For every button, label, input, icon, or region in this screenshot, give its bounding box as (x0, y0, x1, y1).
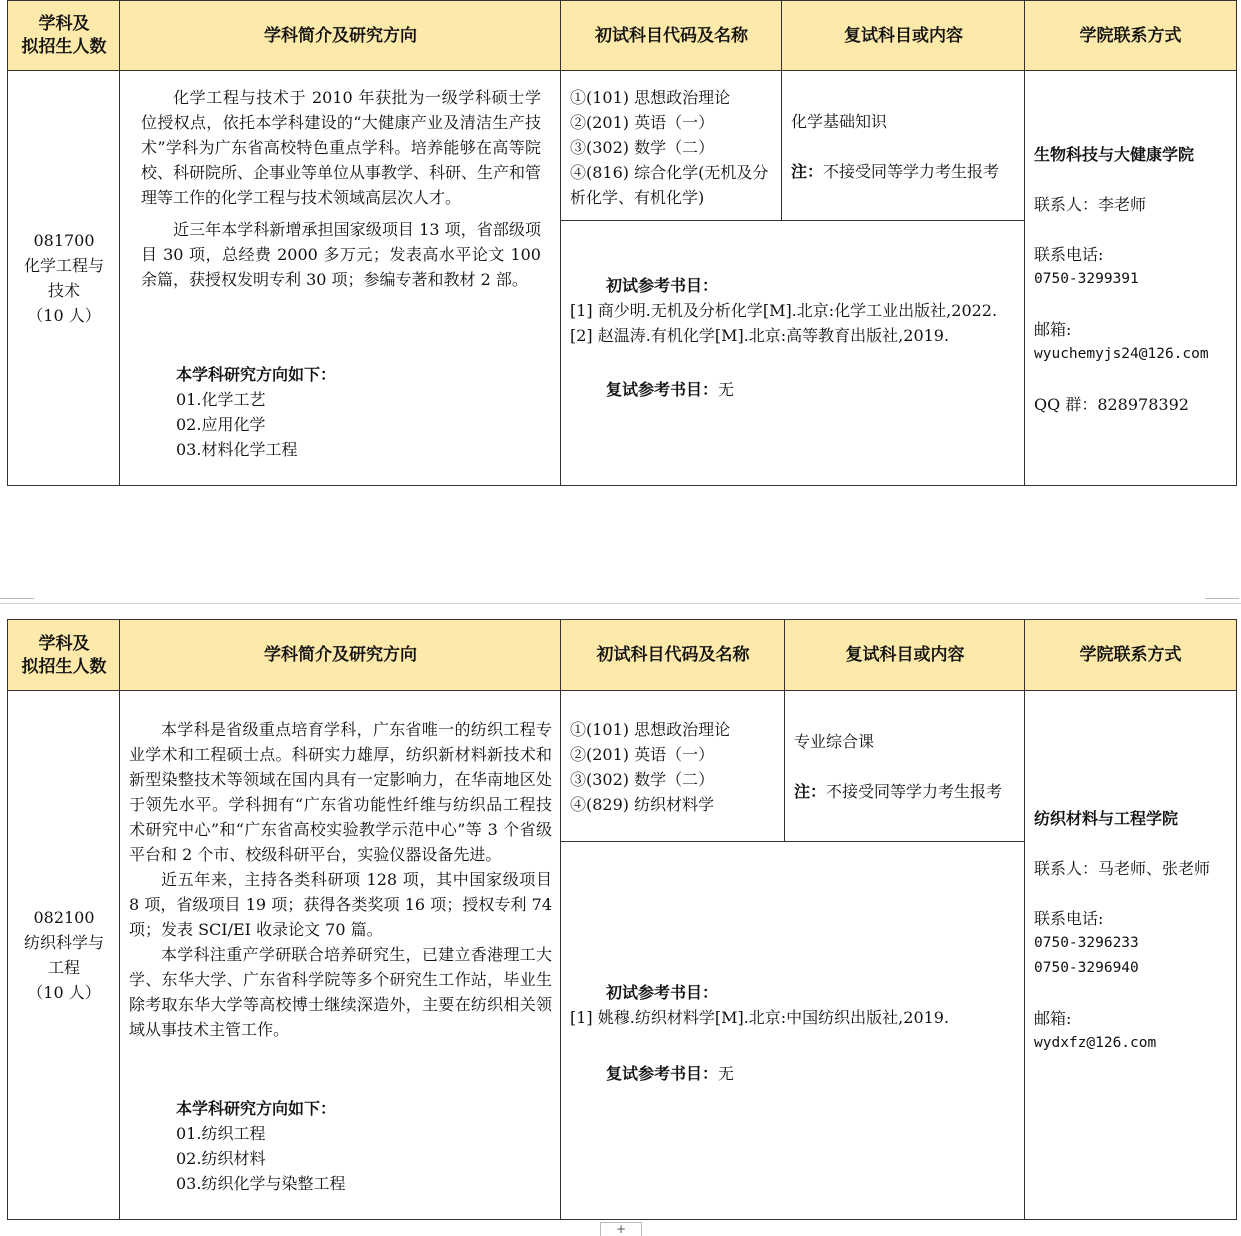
intro-paragraph: 近三年本学科新增承担国家级项目 13 项，省部级项目 30 项，总经费 2000 多万元；发表高水平论文 100 余篇，获授权发明专利 30 项；参编专著和教材 2 部。 (141, 220, 541, 289)
exam-item: ①(101) 思想政治理论 (570, 720, 731, 739)
exam-item: ②(201) 英语（一） (570, 113, 715, 132)
header-contact: 学院联系方式 (1025, 1, 1236, 71)
header-intro: 学科简介及研究方向 (120, 1, 561, 71)
page-corner-marker (0, 598, 34, 605)
retest-content: 化学基础知识 (791, 112, 888, 131)
intro-paragraph: 近五年来，主持各类科研项 128 项，其中国家级项目 8 项，省级项目 19 项；获得各类奖项 16 项；授权专利 74 项；发表 SCI/EI 收录论文 70 篇。 (129, 870, 552, 939)
retest-ref-label: 复试参考书目： (606, 380, 719, 399)
contact-person: 联系人：马老师、张老师 (1034, 859, 1211, 878)
subject-cell (8, 691, 120, 1219)
page-corner-marker (1205, 598, 1239, 605)
ref-title: 初试参考书目： (606, 276, 719, 295)
exam-item: ②(201) 英语（一） (570, 745, 715, 764)
program-table-textile-engineering (7, 619, 1237, 1220)
page-separator (0, 603, 1241, 604)
ref-title: 初试参考书目： (606, 983, 719, 1002)
email-address[interactable]: wydxfz@126.com (1034, 1035, 1157, 1051)
note-text: 不接受同等学力考生报考 (823, 162, 1000, 181)
directions-list (176, 1096, 536, 1196)
direction-item: 01.纺织工程 (176, 1124, 266, 1143)
subject-name-line2: 技术 (47, 281, 80, 300)
email-label: 邮箱: (1034, 320, 1072, 339)
header-exam: 初试科目代码及名称 (561, 1, 782, 71)
exam-item: ④(816) 综合化学(无机及分析化学、有机化学) (570, 163, 769, 207)
direction-item: 01.化学工艺 (176, 390, 266, 409)
intro-cell (141, 85, 541, 292)
directions-list (176, 362, 536, 462)
qq-group: QQ 群：828978392 (1034, 395, 1189, 414)
header-subject-quota (8, 1, 120, 71)
note-text: 不接受同等学力考生报考 (826, 782, 1003, 801)
phone-number: 0750-3296940 (1034, 960, 1139, 976)
ref-item: [2] 赵温涛.有机化学[M].北京:高等教育出版社,2019. (570, 326, 950, 345)
phone-label: 联系电话: (1034, 909, 1104, 928)
email-label: 邮箱: (1034, 1009, 1072, 1028)
retest-content: 专业综合课 (794, 732, 875, 751)
header-col1-line2: 拟招生人数 (21, 656, 107, 677)
directions-title: 本学科研究方向如下： (176, 365, 337, 384)
ref-item: [1] 姚穆.纺织材料学[M].北京:中国纺织出版社,2019. (570, 1008, 950, 1027)
subject-code: 082100 (33, 908, 95, 927)
header-col1-line1: 学科及 (38, 14, 90, 34)
add-row-button[interactable]: + (600, 1222, 642, 1236)
header-retest: 复试科目或内容 (785, 620, 1025, 691)
note-label: 注： (791, 162, 824, 181)
header-col1-line2: 拟招生人数 (21, 37, 107, 57)
direction-item: 03.纺织化学与染整工程 (176, 1174, 346, 1193)
phone-label: 联系电话: (1034, 245, 1104, 264)
references-cell (570, 980, 1020, 1086)
college-name: 纺织材料与工程学院 (1034, 809, 1179, 828)
direction-item: 02.纺织材料 (176, 1149, 266, 1168)
exam-list (570, 717, 782, 817)
intro-cell (129, 717, 552, 1042)
retest-ref-label: 复试参考书目： (606, 1064, 719, 1083)
contact-cell (1034, 142, 1234, 417)
directions-title: 本学科研究方向如下： (176, 1099, 337, 1118)
header-subject-quota (8, 620, 120, 691)
exam-item: ④(829) 纺织材料学 (570, 795, 715, 814)
intro-paragraph: 本学科注重产学研联合培养研究生，已建立香港理工大学、东华大学、广东省科学院等多个研究生工作站，毕业生除考取东华大学等高校博士继续深造外，主要在纺织相关领域从事技术主管工作。 (129, 945, 552, 1039)
note-label: 注： (794, 782, 827, 801)
subject-name-line1: 纺织科学与 (23, 933, 104, 952)
contact-person: 联系人：李老师 (1034, 195, 1147, 214)
header-exam: 初试科目代码及名称 (561, 620, 785, 691)
email-address[interactable]: wyuchemyjs24@126.com (1034, 346, 1209, 362)
direction-item: 03.材料化学工程 (176, 440, 298, 459)
exam-item: ③(302) 数学（二） (570, 138, 715, 157)
retest-cell (791, 109, 1021, 184)
phone-number: 0750-3299391 (1034, 271, 1139, 287)
retest-ref-value: 无 (718, 380, 735, 399)
retest-ref-value: 无 (718, 1064, 735, 1083)
subject-code: 081700 (33, 231, 95, 250)
phone-number: 0750-3296233 (1034, 935, 1139, 951)
subject-cell (8, 71, 120, 485)
subject-quota: （10 人） (27, 983, 101, 1002)
intro-paragraph: 化学工程与技术于 2010 年获批为一级学科硕士学位授权点，依托本学科建设的“大健康产业及清洁生产技术”学科为广东省高校特色重点学科。培养能够在高等院校、科研院所、企事业等单位从事教学、科研、生产和管理等工作的化学工程与技术领域高层次人才。 (141, 88, 542, 207)
retest-cell (794, 729, 1022, 804)
contact-cell (1034, 806, 1234, 1056)
college-name: 生物科技与大健康学院 (1034, 145, 1195, 164)
exam-item: ③(302) 数学（二） (570, 770, 715, 789)
references-cell (570, 273, 1020, 402)
header-retest: 复试科目或内容 (782, 1, 1025, 71)
subject-quota: （10 人） (27, 306, 101, 325)
subject-name-line2: 工程 (47, 958, 80, 977)
header-col1-line1: 学科及 (38, 633, 90, 654)
header-intro: 学科简介及研究方向 (120, 620, 561, 691)
subject-name-line1: 化学工程与 (23, 256, 104, 275)
program-table-chemical-engineering (7, 0, 1237, 486)
ref-item: [1] 商少明.无机及分析化学[M].北京:化学工业出版社,2022. (570, 301, 998, 320)
intro-paragraph: 本学科是省级重点培育学科，广东省唯一的纺织工程专业学术和工程硕士点。科研实力雄厚，纺织新材料新技术和新型染整技术等领域在国内具有一定影响力，在华南地区处于领先水平。学科拥有“广东省功能性纤维与纺织品工程技术研究中心”和“广东省高校实验教学示范中心”等 3 个省级平台和 2 个市、校级科研平台，实验仪器设备先进。 (129, 720, 552, 864)
exam-item: ①(101) 思想政治理论 (570, 88, 731, 107)
direction-item: 02.应用化学 (176, 415, 266, 434)
exam-list (570, 85, 780, 210)
header-contact: 学院联系方式 (1025, 620, 1236, 691)
